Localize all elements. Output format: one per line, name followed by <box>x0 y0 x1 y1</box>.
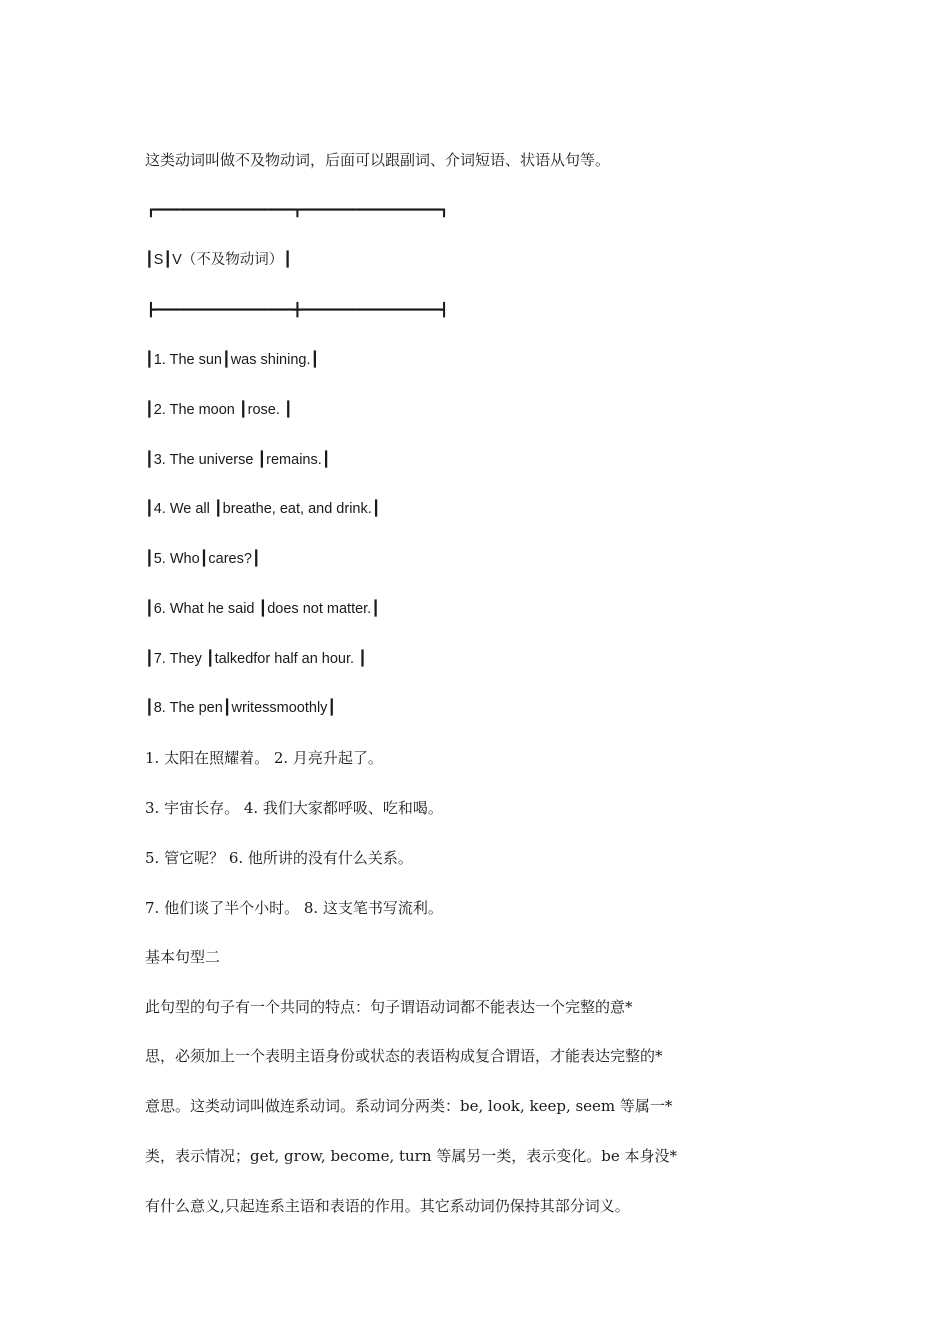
table-top-border: ┏━━━━━━━━━━━━━━━━━━━┳━━━━━━━━━━━━━━━━━━━┓ <box>147 203 448 218</box>
intro-text: 这类动词叫做不及物动词，后面可以跟副词、介词短语、状语从句等。 <box>145 151 611 169</box>
paragraph-line: 意思。这类动词叫做连系动词。系动词分两类：be, look, keep, seem 等属一* <box>145 1097 673 1115</box>
table-row: ┃5. Who┃cares?┃ <box>145 551 261 567</box>
translation-line: 7. 他们谈了半个小时。 8. 这支笔书写流利。 <box>145 899 443 917</box>
translation-line: 3. 宇宙长存。 4. 我们大家都呼吸、吃和喝。 <box>145 799 443 817</box>
table-row: ┃4. We all ┃breathe, eat, and drink.┃ <box>145 501 381 517</box>
table-row: ┃3. The universe ┃remains.┃ <box>145 452 331 468</box>
translation-line: 5. 管它呢？ 6. 他所讲的没有什么关系。 <box>145 849 413 867</box>
table-header: ┃S┃V（不及物动词）┃ <box>145 252 293 268</box>
paragraph-line: 此句型的句子有一个共同的特点：句子谓语动词都不能表达一个完整的意* <box>145 998 633 1016</box>
translation-line: 1. 太阳在照耀着。 2. 月亮升起了。 <box>145 749 383 767</box>
table-row: ┃1. The sun┃was shining.┃ <box>145 352 320 368</box>
section-title: 基本句型二 <box>145 948 221 966</box>
table-row: ┃8. The pen┃writessmoothly┃ <box>145 700 337 716</box>
table-row: ┃6. What he said ┃does not matter.┃ <box>145 601 380 617</box>
paragraph-line: 有什么意义,只起连系主语和表语的作用。其它系动词仍保持其部分词义。 <box>145 1197 630 1215</box>
paragraph-line: 类，表示情况；get, grow, become, turn 等属另一类，表示变化。be 本身没* <box>145 1147 678 1165</box>
table-row: ┃7. They ┃talkedfor half an hour. ┃ <box>145 651 367 667</box>
paragraph-line: 思，必须加上一个表明主语身份或状态的表语构成复合谓语，才能表达完整的* <box>145 1047 663 1065</box>
table-row: ┃2. The moon ┃rose. ┃ <box>145 402 293 418</box>
table-separator: ┣━━━━━━━━━━━━━━━━━━━╋━━━━━━━━━━━━━━━━━━━┫ <box>147 303 448 318</box>
